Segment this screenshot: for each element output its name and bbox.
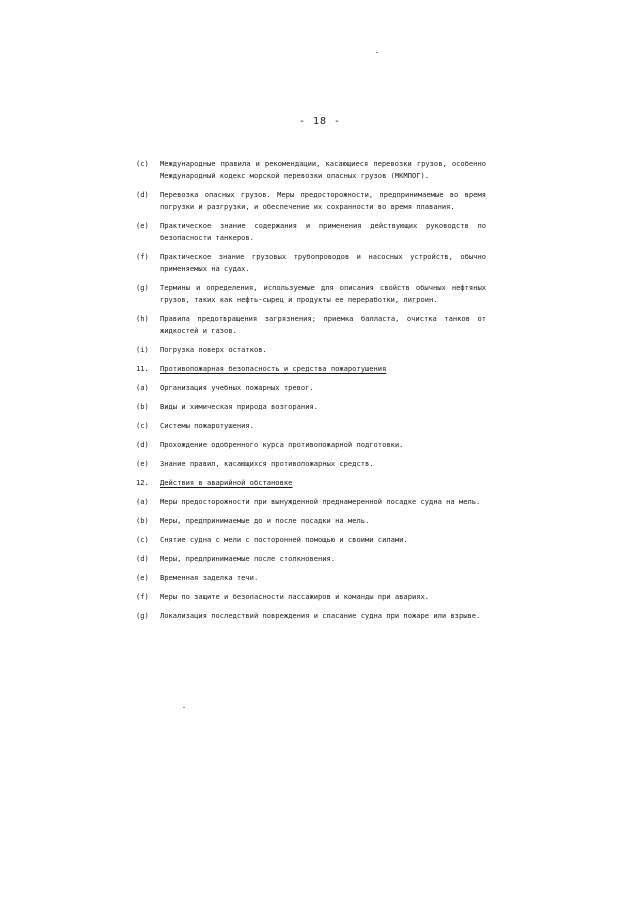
- list-item: [136, 158, 486, 182]
- item-text: Погрузка поверх остатков.: [160, 345, 267, 354]
- item-text: Прохождение одобренного курса противопожарной подготовки.: [160, 440, 404, 449]
- item-text: Знание правил, касающихся противопожарных средств.: [160, 459, 374, 468]
- list-item: [136, 313, 486, 337]
- item-text: Правила предотвращения загрязнения; приемка балласта, очистка танков от жидкостей и газов.: [160, 314, 486, 335]
- item-marker: (d): [136, 440, 149, 449]
- item-marker: (e): [136, 573, 149, 582]
- item-text: Перевозка опасных грузов. Меры предосторожности, предпринимаемые во время погрузки и разгрузки, и обеспечение их сохранности во время плавания.: [160, 190, 486, 211]
- scan-speck: [376, 52, 378, 53]
- item-marker: (f): [136, 592, 149, 601]
- list-item: [136, 610, 486, 622]
- item-text: Меры по защите и безопасности пассажиров и команды при авариях.: [160, 592, 430, 601]
- item-marker: (h): [136, 314, 149, 323]
- item-text: Виды и химическая природа возгорания.: [160, 402, 319, 411]
- item-marker: (a): [136, 383, 149, 392]
- list-item: [136, 251, 486, 275]
- page-number: - 18 -: [298, 116, 342, 127]
- list-item: [136, 553, 486, 565]
- item-text: Меры, предпринимаемые после столкновения.: [160, 554, 336, 563]
- item-text: Снятие судна с мели с посторонней помощью и своими силами.: [160, 535, 408, 544]
- item-marker: (a): [136, 497, 149, 506]
- list-item: [136, 382, 486, 394]
- item-marker: (i): [136, 345, 149, 354]
- item-marker: (b): [136, 516, 149, 525]
- list-item: [136, 189, 486, 213]
- list-item: [136, 496, 486, 508]
- list-item: [136, 344, 486, 356]
- item-marker: (d): [136, 554, 149, 563]
- section-title: Действия в аварийной обстановке: [160, 478, 293, 487]
- item-text: Термины и определения, используемые для описания свойств обычных нефтяных грузов, таких как нефть-сырец и продукты ее переработки, лигроин.: [160, 283, 486, 304]
- item-text: Организация учебных пожарных тревог.: [160, 383, 314, 392]
- item-marker: (e): [136, 459, 149, 468]
- list-item: [136, 572, 486, 584]
- list-item: [136, 591, 486, 603]
- scan-speck: [183, 707, 185, 708]
- item-marker: (c): [136, 421, 149, 430]
- section-number: 11.: [136, 364, 149, 373]
- item-marker: (e): [136, 221, 149, 230]
- list-item: [136, 458, 486, 470]
- item-text: Практическое знание грузовых трубопроводов и насосных устройств, обычно применяемых на судах.: [160, 252, 486, 273]
- item-marker: (b): [136, 402, 149, 411]
- item-marker: (c): [136, 535, 149, 544]
- document-body: [136, 158, 486, 629]
- item-text: Временная заделка течи.: [160, 573, 259, 582]
- section-heading: [136, 363, 486, 375]
- item-marker: (g): [136, 283, 149, 292]
- item-marker: (g): [136, 611, 149, 620]
- list-item: [136, 282, 486, 306]
- list-item: [136, 420, 486, 432]
- item-text: Меры предосторожности при вынужденной преднамеренной посадке судна на мель.: [160, 497, 481, 506]
- item-text: Локализация последствий повреждения и спасание судна при пожаре или взрыве.: [160, 611, 481, 620]
- item-text: Международные правила и рекомендации, касающиеся перевозки грузов, особенно Международный кодекс морской перевозки опасных грузов (МКМПОГ).: [160, 159, 486, 180]
- list-item: [136, 439, 486, 451]
- list-item: [136, 401, 486, 413]
- item-marker: (f): [136, 252, 149, 261]
- list-item: [136, 534, 486, 546]
- section-title: Противопожарная безопасность и средства пожаротушения: [160, 364, 387, 373]
- item-marker: (c): [136, 159, 149, 168]
- list-item: [136, 220, 486, 244]
- item-text: Меры, предпринимаемые до и после посадки на мель.: [160, 516, 370, 525]
- list-item: [136, 515, 486, 527]
- section-number: 12.: [136, 478, 149, 487]
- item-text: Системы пожаротушения.: [160, 421, 254, 430]
- section-heading: [136, 477, 486, 489]
- item-text: Практическое знание содержания и применения действующих руководств по безопасности танкеров.: [160, 221, 486, 242]
- item-marker: (d): [136, 190, 149, 199]
